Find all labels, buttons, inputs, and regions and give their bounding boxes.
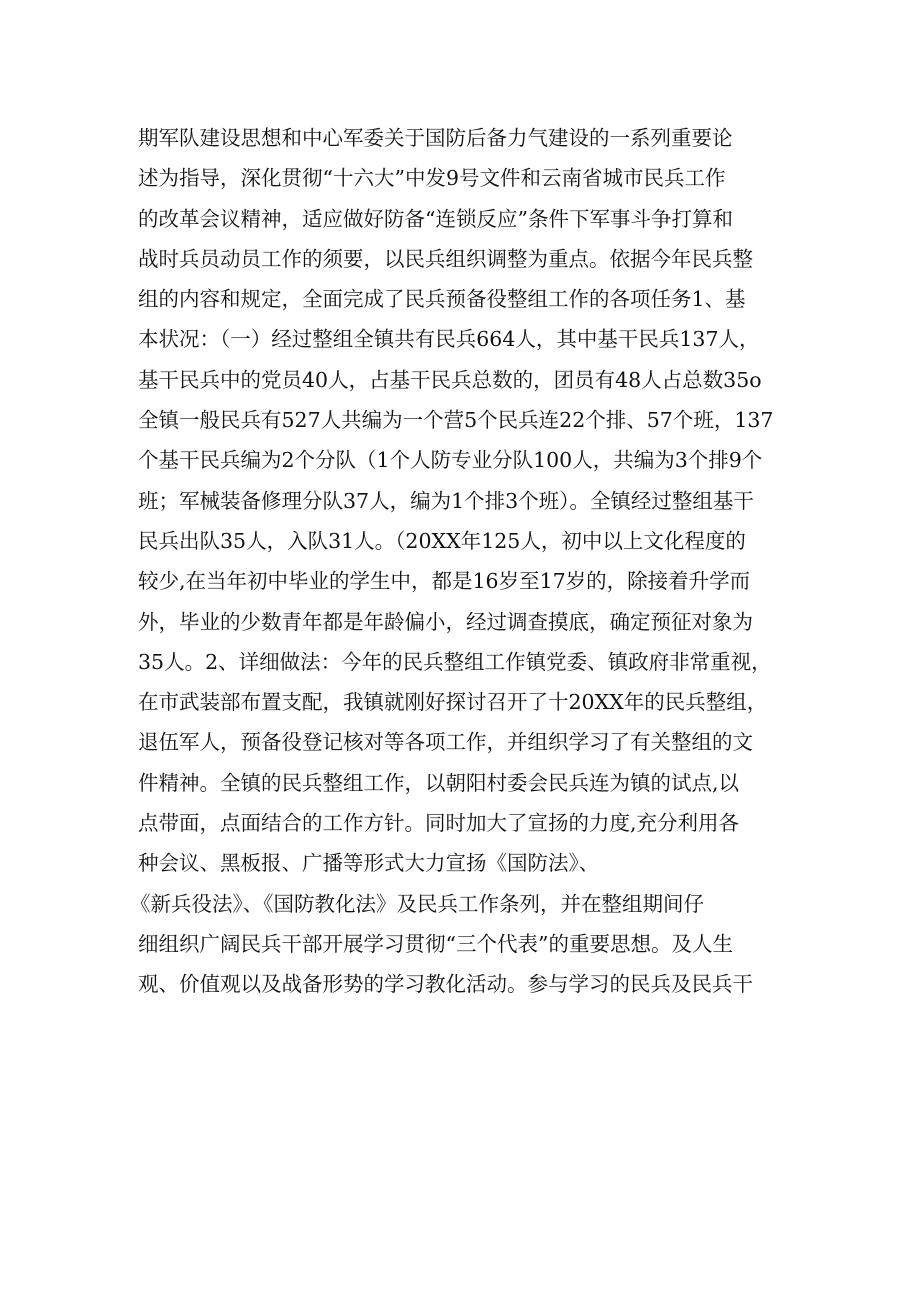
text-line: 较少,在当年初中毕业的学生中，都是16岁至17岁的，除接着升学而 [138, 569, 751, 594]
text-line: 个基干民兵编为2个分队（1个人防专业分队100人，共编为3个排9个 [138, 448, 763, 473]
text-line: 民兵出队35人，入队31人。（20XX年125人，初中以上文化程度的 [138, 528, 746, 553]
text-line: 点带面，点面结合的工作方针。同时加大了宣扬的力度,充分利用各 [138, 811, 740, 836]
text-line: 基干民兵中的党员40人，占基干民兵总数的，团员有48人占总数35o [138, 367, 762, 392]
text-line: 本状况：（一）经过整组全镇共有民兵664人，其中基干民兵137人， [138, 327, 760, 352]
text-line: 全镇一般民兵有527人共编为一个营5个民兵连22个排、57个班，137 [138, 408, 774, 433]
text-line: 组的内容和规定，全面完成了民兵预备役整组工作的各项任务1、基 [138, 287, 746, 312]
text-line: 期军队建设思想和中心军委关于国防后备力气建设的一系列重要论 [138, 126, 733, 150]
text-line: 细组织广阔民兵干部开展学习贯彻“三个代表”的重要思想。及人生 [138, 931, 733, 956]
text-line: 件精神。全镇的民兵整组工作，以朝阳村委会民兵连为镇的试点,以 [138, 770, 740, 795]
text-line: 战时兵员动员工作的须要，以民兵组织调整为重点。依据今年民兵整 [138, 246, 753, 271]
text-line: 种会议、黑板报、广播等形式大力宣扬《国防法》、 [138, 851, 600, 876]
text-line: 观、价值观以及战备形势的学习教化活动。参与学习的民兵及民兵干 [138, 972, 753, 997]
body-text [130, 118, 798, 1005]
text-line: 的改革会议精神，适应做好防备“连锁反应”条件下军事斗争打算和 [138, 206, 733, 231]
text-line: 班；军械装备修理分队37人，编为1个排3个班）。全镇经过整组基干 [138, 488, 754, 513]
text-line: 35人。2、详细做法：今年的民兵整组工作镇党委、镇政府非常重视， [138, 649, 772, 674]
text-line: 在市武装部布置支配，我镇就刚好探讨召开了十20XX年的民兵整组， [138, 690, 768, 715]
text-line: 退伍军人，预备役登记核对等各项工作，并组织学习了有关整组的文 [138, 730, 753, 755]
text-line: 《新兵役法》、《国防教化法》及民兵工作条列，并在整组期间仔 [130, 891, 704, 916]
text-line: 外，毕业的少数青年都是年龄偏小，经过调查摸底，确定预征对象为 [138, 609, 753, 634]
text-line: 述为指导，深化贯彻“十六大”中发9号文件和云南省城市民兵工作 [138, 166, 726, 191]
